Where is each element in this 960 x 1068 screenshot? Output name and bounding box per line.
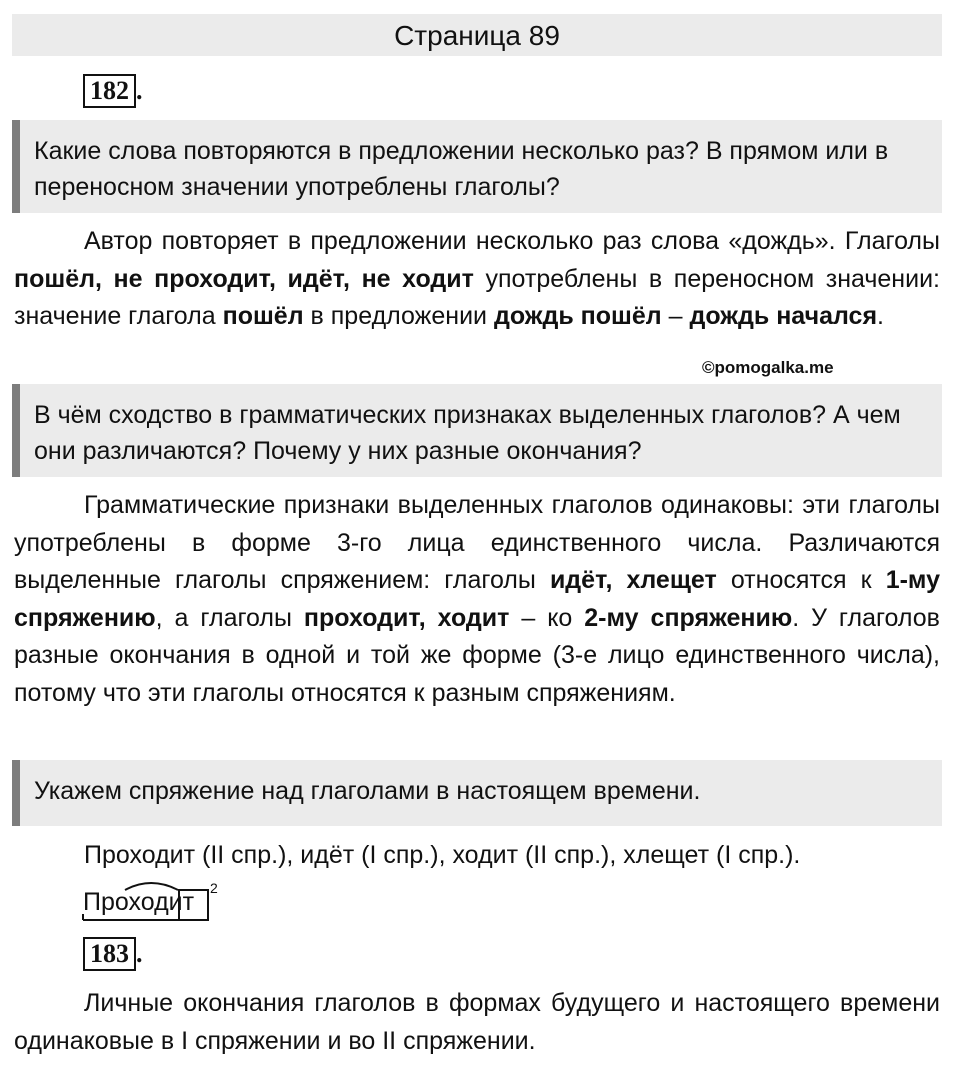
ending-box: [179, 890, 208, 920]
bold-text: проходит, ходит: [303, 603, 510, 632]
text-segment: в предложении: [303, 302, 494, 330]
answer-paragraph-2: [14, 487, 940, 712]
text-segment: –: [661, 302, 690, 330]
page-title: Страница 89: [12, 14, 942, 56]
bold-text: дождь начался: [689, 302, 878, 330]
bold-text: пошёл, не проходит, идёт, не ходит: [14, 264, 474, 293]
bold-text: идёт, хлещет: [549, 566, 717, 594]
bold-text: дождь пошёл: [493, 302, 662, 330]
text-segment: Грамматические признаки выделенных глаголов одинаковы: эти глаголы употреблены в форме 3-го лица единственного числа. Различаются выделенные глаголы спряжением: глаголы: [14, 491, 940, 594]
answer-paragraph-183: Личные окончания глаголов в формах будущего и настоящего времени одинаковые в I спряжении и во II спряжении.: [14, 989, 940, 1055]
morpheme-word: Проходит: [83, 888, 195, 916]
question-block-3: [12, 760, 942, 826]
morpheme-marks: [83, 878, 223, 926]
morpheme-analysis: [83, 878, 223, 926]
question-block-1: [12, 120, 942, 213]
exercise-number-dot: .: [136, 939, 143, 968]
watermark: ©pomogalka.me: [702, 358, 834, 377]
bold-text: 1-му спряжению: [14, 566, 940, 632]
exercise-number-182: [83, 74, 143, 108]
question-text-1: Какие слова повторяются в предложении несколько раз? В прямом или в переносном значении употреблены глаголы?: [34, 137, 889, 201]
conjugation-answer: Проходит (II спр.), идёт (I спр.), ходит (II спр.), хлещет (I спр.).: [84, 841, 801, 869]
exercise-number-dot: .: [136, 76, 143, 105]
text-segment: относятся к: [716, 566, 886, 594]
exercise-number-box: 183: [83, 937, 136, 971]
text-segment: .: [877, 302, 884, 330]
question-text-2: В чём сходство в грамматических признаках выделенных глаголов? А чем они различаются? Почему у них разные окончания?: [34, 401, 901, 465]
question-text-3: Укажем спряжение над глаголами в настоящем времени.: [34, 777, 701, 805]
text-segment: Автор повторяет в предложении несколько раз слова «дождь». Глаголы: [84, 227, 940, 255]
text-segment: употреблены в переносном значении: значение глагола: [14, 264, 940, 330]
text-segment: . У глаголов разные окончания в одной и той же форме (3-е лицо единственного числа), потому что эти глаголы относятся к разным спряжениям.: [14, 603, 940, 707]
exercise-number-box: 182: [83, 74, 136, 108]
bold-text: 2-му спряжению: [584, 603, 793, 632]
text-segment: – ко: [509, 603, 585, 632]
root-arc: [125, 883, 178, 890]
question-block-2: [12, 384, 942, 477]
bold-text: пошёл: [222, 302, 304, 330]
answer-paragraph-1: [14, 223, 940, 336]
exercise-number-183: [83, 937, 143, 971]
conjugation-superscript: 2: [210, 880, 218, 896]
text-segment: , а глаголы: [155, 603, 304, 632]
